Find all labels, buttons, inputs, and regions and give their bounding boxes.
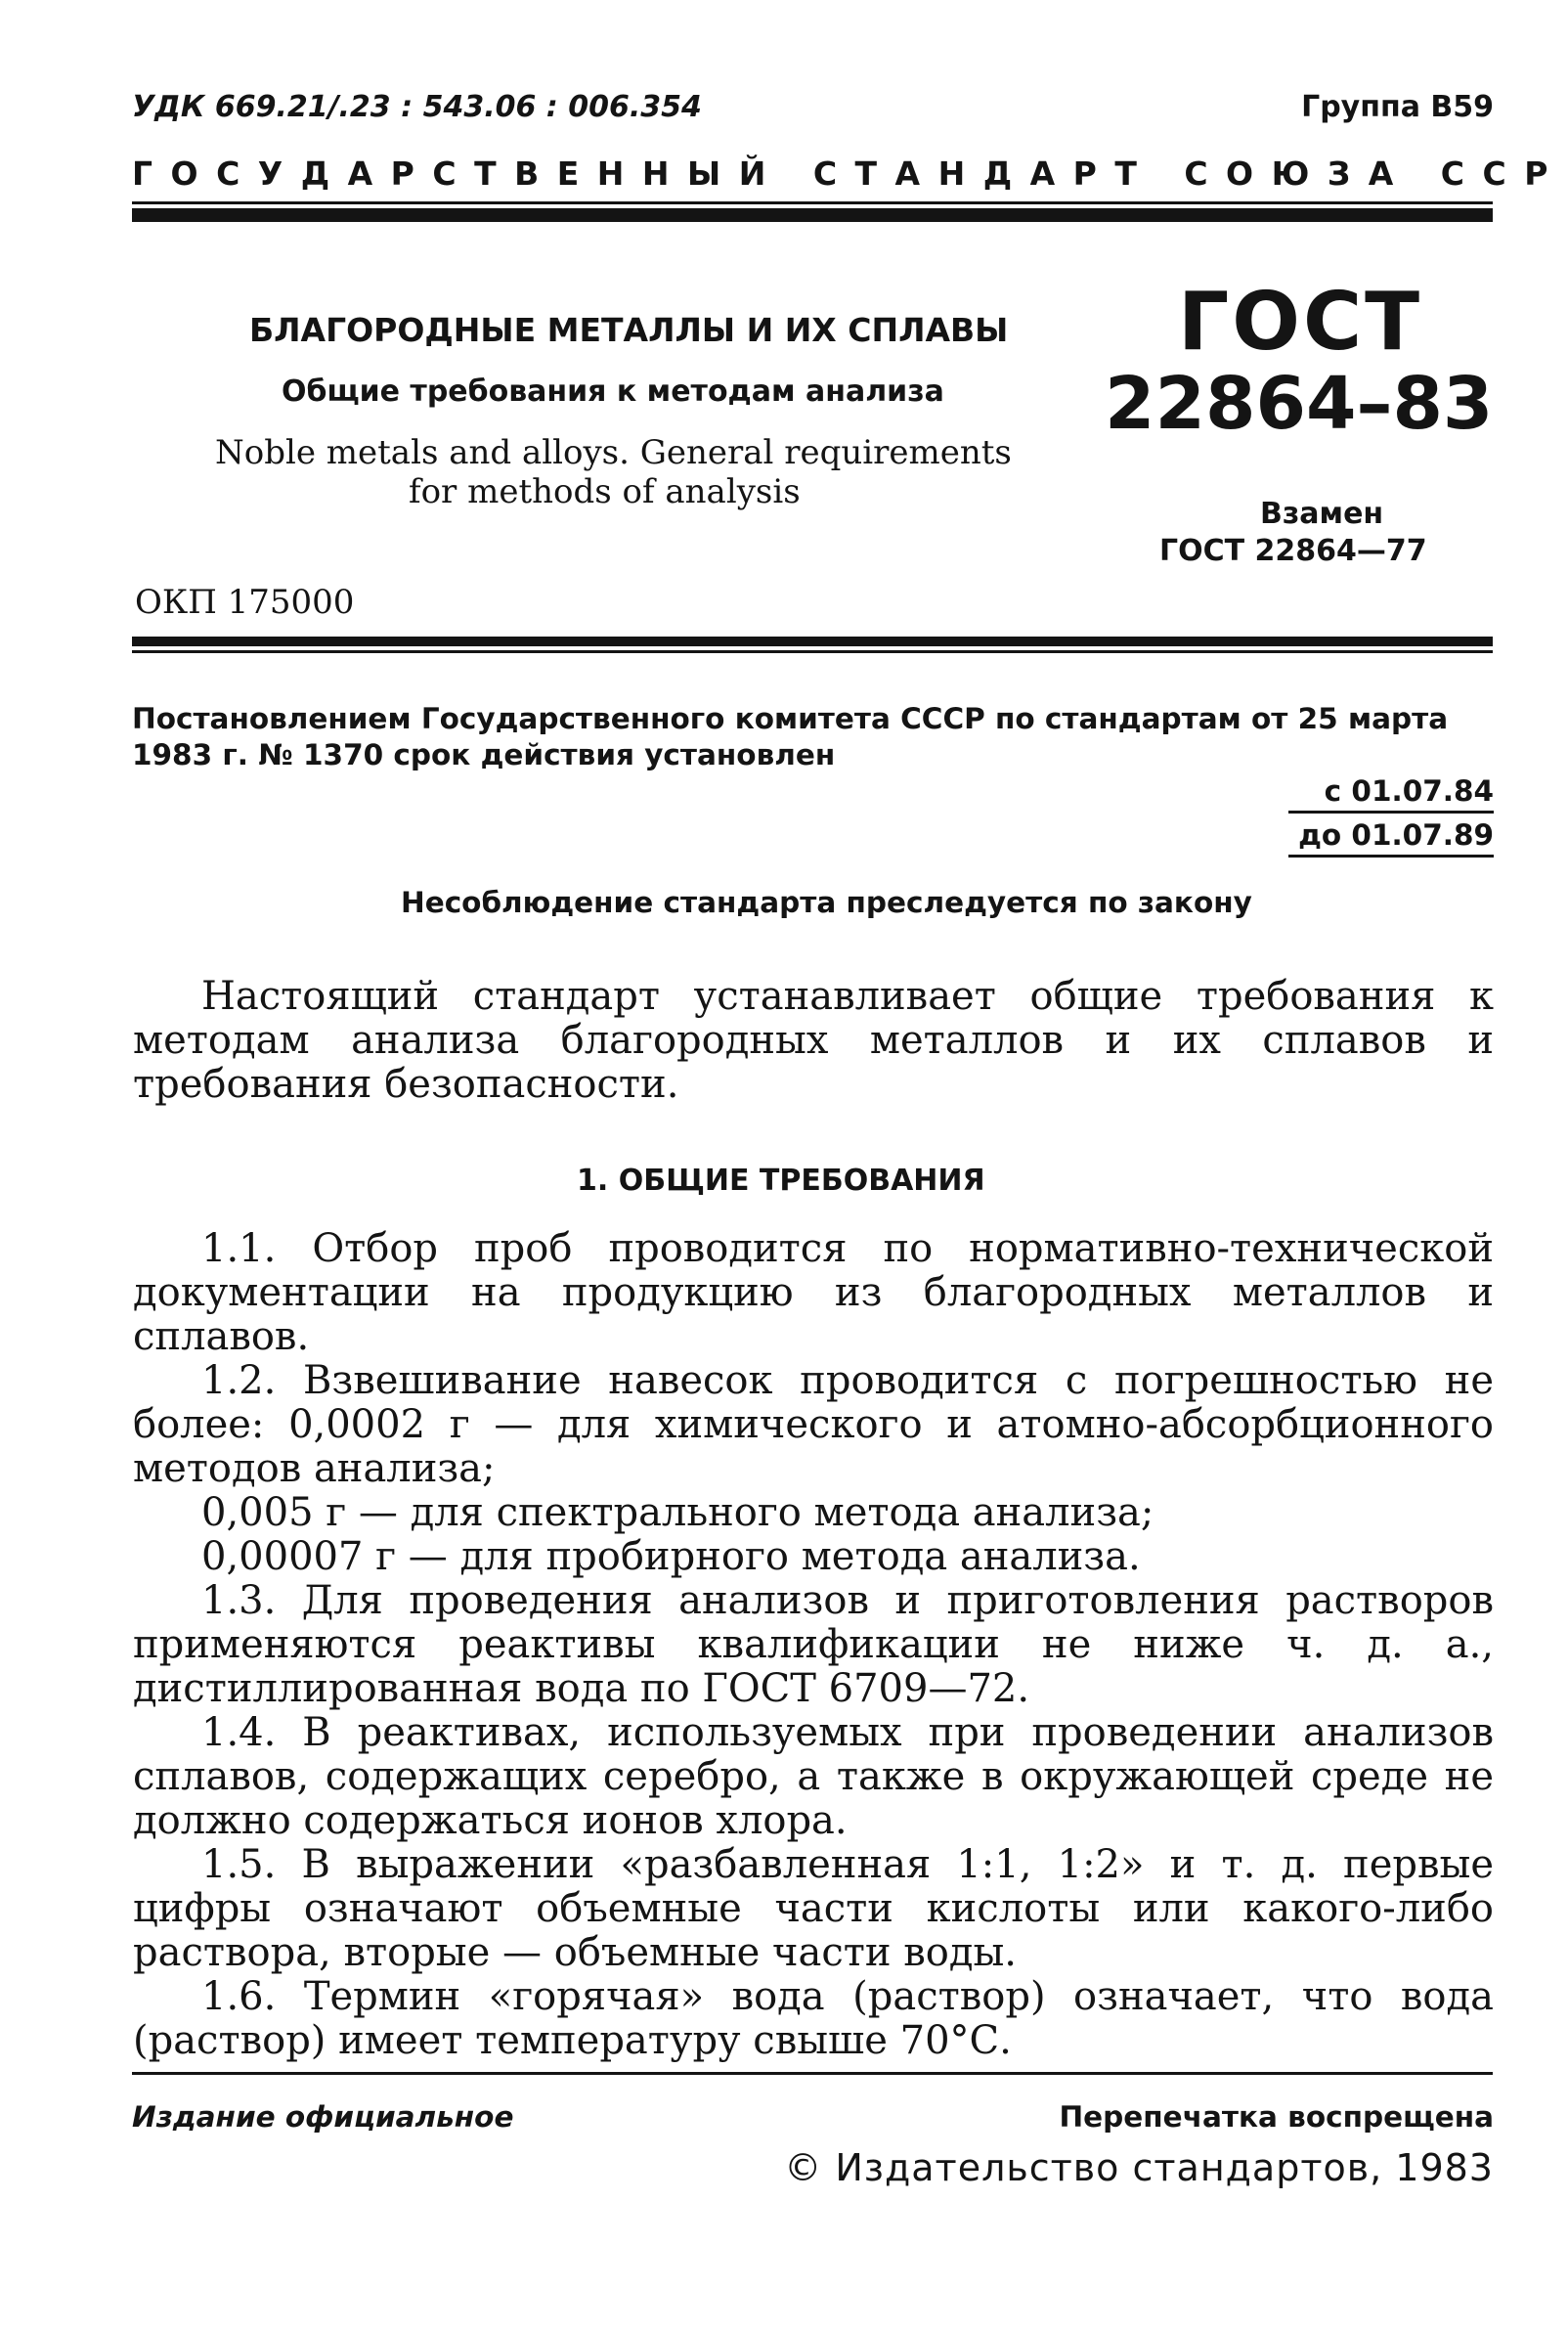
footer-rule xyxy=(132,2072,1493,2075)
clause-1-1: 1.1. Отбор проб проводится по нормативно-технической документации на продукцию из благородных металлов и сплавов. xyxy=(133,1226,1494,1359)
validity-from-underline xyxy=(1288,811,1494,814)
official-edition: Издание официальное xyxy=(132,2100,514,2134)
clause-1-6: 1.6. Термин «горячая» вода (раствор) означает, что вода (раствор) имеет температуру свыше 70°С. xyxy=(133,1974,1494,2063)
document-title: БЛАГОРОДНЫЕ МЕТАЛЛЫ И ИХ СПЛАВЫ xyxy=(249,311,1009,349)
replaces-label: Взамен xyxy=(1260,497,1384,531)
gost-number: 22864–83 xyxy=(1105,362,1494,446)
clause-1-2: 1.2. Взвешивание навесок проводится с погрешностью не более: 0,0002 г — для химического и атомно-абсорбционного методов анализа; xyxy=(133,1358,1494,1491)
legal-notice: Несоблюдение стандарта преследуется по закону xyxy=(401,886,1252,919)
validity-to: до 01.07.89 xyxy=(1298,818,1494,852)
header-rule-thin xyxy=(132,201,1493,204)
clause-1-2-spectral: 0,005 г — для спектрального метода анализа; xyxy=(201,1490,1154,1535)
okp-code: ОКП 175000 xyxy=(135,583,355,622)
group-code: Группа В59 xyxy=(1301,90,1494,124)
english-title-line2: for methods of analysis xyxy=(409,472,801,511)
reprint-prohibited: Перепечатка воспрещена xyxy=(1059,2100,1494,2134)
clause-1-5: 1.5. В выражении «разбавленная 1:1, 1:2» и т. д. первые цифры означают объемные части кислоты или какого-либо раствора, вторые — объемные части воды. xyxy=(133,1842,1494,1975)
gost-label: ГОСТ xyxy=(1178,276,1423,369)
title-rule-thin xyxy=(132,650,1493,653)
header-rule-thick xyxy=(132,208,1493,222)
title-rule-thick xyxy=(132,637,1493,646)
clause-1-3: 1.3. Для проведения анализов и приготовления растворов применяются реактивы квалификации не ниже ч. д. а., дистиллированная вода по ГОСТ 6709—72. xyxy=(133,1578,1494,1711)
english-title-line1: Noble metals and alloys. General requirements xyxy=(215,433,1012,472)
intro-block xyxy=(133,975,1494,1107)
state-standard-heading: ГОСУДАРСТВЕННЫЙ СТАНДАРТ СОЮЗА ССР xyxy=(132,154,1566,193)
decree-line1: Постановлением Государственного комитета СССР по стандартам от 25 марта xyxy=(132,702,1449,735)
clause-1-4: 1.4. В реактивах, используемых при проведении анализов сплавов, содержащих серебро, а также в окружающей среде не должно содержаться ионов хлора. xyxy=(133,1710,1494,1843)
section-body xyxy=(133,1227,1494,2063)
document-subtitle: Общие требования к методам анализа xyxy=(282,374,944,409)
udk-code: УДК 669.21/.23 : 543.06 : 006.354 xyxy=(132,90,702,124)
clause-1-2-assay: 0,00007 г — для пробирного метода анализа. xyxy=(201,1534,1141,1579)
validity-to-underline xyxy=(1288,855,1494,858)
section-heading: 1. ОБЩИЕ ТРЕБОВАНИЯ xyxy=(577,1164,985,1198)
replaces-value: ГОСТ 22864—77 xyxy=(1159,534,1427,568)
intro-paragraph: Настоящий стандарт устанавливает общие требования к методам анализа благородных металлов и их сплавов и требования безопасности. xyxy=(133,974,1494,1107)
publisher-copyright: © Издательство стандартов, 1983 xyxy=(784,2146,1494,2189)
decree-line2: 1983 г. № 1370 срок действия установлен xyxy=(132,738,836,771)
validity-from: с 01.07.84 xyxy=(1324,774,1494,808)
